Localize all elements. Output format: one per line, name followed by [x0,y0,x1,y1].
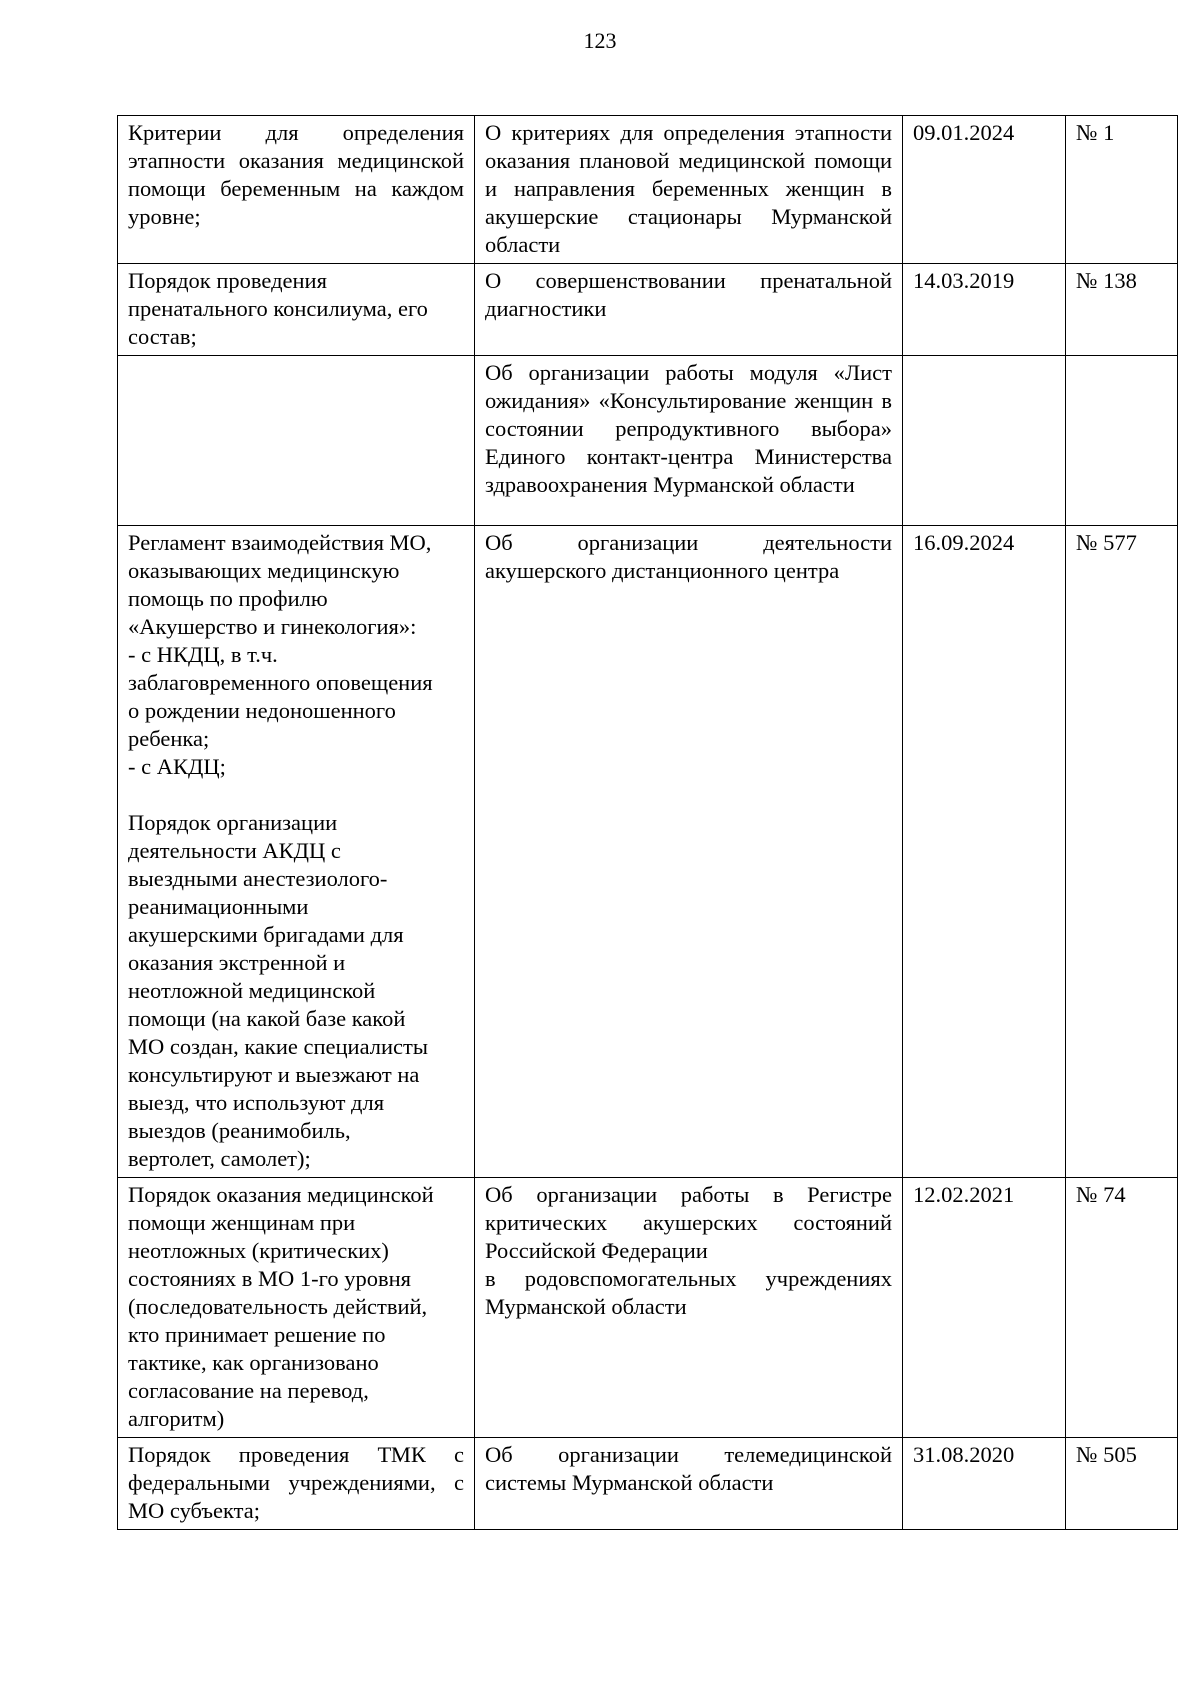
date-cell: 12.02.2021 [903,1178,1066,1438]
criterion-cell: Порядок проведения пренатального консилиума, его состав; [118,264,475,356]
document-title-cell: Об организации телемедицинской системы Мурманской области [475,1438,903,1530]
table-row [118,264,1178,356]
order-number-cell: № 505 [1066,1438,1178,1530]
date-cell: 31.08.2020 [903,1438,1066,1530]
document-title-cell: Об организации работы модуля «Лист ожидания» «Консультирование женщин в состоянии репродуктивного выбора» Единого контакт-центра Министерства здравоохранения Мурманской области [475,356,903,526]
criterion-cell: Порядок оказания медицинской помощи женщинам при неотложных (критических) состояниях в МО 1-го уровня (последовательность действий, кто принимает решение по тактике, как организовано согласование на перевод, алгоритм) [118,1178,475,1438]
date-cell [903,356,1066,526]
order-number-cell [1066,356,1178,526]
document-table [117,115,1178,1530]
page-number: 123 [583,28,617,53]
criterion-cell: Критерии для определения этапности оказания медицинской помощи беременным на каждом уровне; [118,116,475,264]
document-title-cell: О совершенствовании пренатальной диагностики [475,264,903,356]
criterion-cell [118,356,475,526]
table-row [118,1178,1178,1438]
order-number-cell: № 74 [1066,1178,1178,1438]
document-title-cell: Об организации работы в Регистре критических акушерских состояний Российской Федерации в родовспомогательных учреждениях Мурманской области [475,1178,903,1438]
criterion-cell: Порядок проведения ТМК с федеральными учреждениями, с МО субъекта; [118,1438,475,1530]
order-number-cell: № 138 [1066,264,1178,356]
date-cell: 14.03.2019 [903,264,1066,356]
table-row [118,116,1178,264]
order-number-cell: № 577 [1066,526,1178,1178]
date-cell: 16.09.2024 [903,526,1066,1178]
table-row [118,1438,1178,1530]
table-row [118,356,1178,526]
document-title-cell: Об организации деятельности акушерского дистанционного центра [475,526,903,1178]
criterion-cell: Регламент взаимодействия МО, оказывающих медицинскую помощь по профилю «Акушерство и гинекология»: - с НКДЦ, в т.ч. заблаговременного оповещения о рождении недоношенного ребенка; - с АКДЦ; Порядок организации деятельности АКДЦ с выездными анестезиолого- реанимационными акушерскими бригадами для оказания экстренной и неотложной медицинской помощи (на какой базе какой МО создан, какие специалисты консультируют и выезжают на выезд, что используют для выездов (реанимобиль, вертолет, самолет); [118,526,475,1178]
date-cell: 09.01.2024 [903,116,1066,264]
document-title-cell: О критериях для определения этапности оказания плановой медицинской помощи и направления беременных женщин в акушерские стационары Мурманской области [475,116,903,264]
order-number-cell: № 1 [1066,116,1178,264]
table-row [118,526,1178,1178]
